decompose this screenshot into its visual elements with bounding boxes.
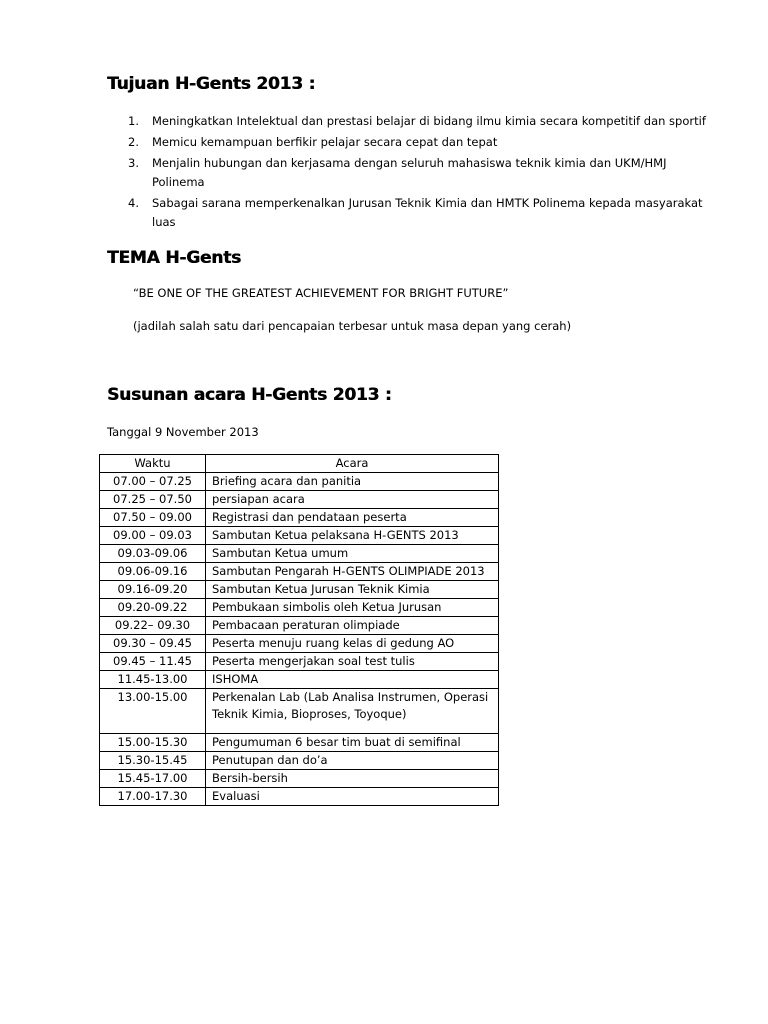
event-cell: persiapan acara <box>206 491 499 509</box>
time-cell: 09.45 – 11.45 <box>100 653 206 671</box>
time-cell: 09.06-09.16 <box>100 563 206 581</box>
time-cell: 15.00-15.30 <box>100 734 206 752</box>
objectives-heading: Tujuan H-Gents 2013 : <box>107 74 316 94</box>
objective-item <box>128 194 708 232</box>
objective-text: Menjalin hubungan dan kerjasama dengan seluruh mahasiswa teknik kimia dan UKM/HMJ Polinema <box>152 156 667 189</box>
table-row <box>100 617 499 635</box>
column-header-event: Acara <box>206 455 499 473</box>
table-row <box>100 752 499 770</box>
theme-translation: (jadilah salah satu dari pencapaian terbesar untuk masa depan yang cerah) <box>133 319 572 333</box>
theme-heading: TEMA H-Gents <box>107 248 241 268</box>
time-cell: 09.22– 09.30 <box>100 617 206 635</box>
schedule-table <box>99 454 499 806</box>
objective-text: Sabagai sarana memperkenalkan Jurusan Teknik Kimia dan HMTK Polinema kepada masyarakat luas <box>152 196 703 229</box>
time-cell: 09.00 – 09.03 <box>100 527 206 545</box>
schedule-heading: Susunan acara H-Gents 2013 : <box>107 385 392 405</box>
table-row <box>100 491 499 509</box>
table-row <box>100 527 499 545</box>
event-cell: Penutupan dan do’a <box>206 752 499 770</box>
event-cell: Briefing acara dan panitia <box>206 473 499 491</box>
event-cell: Pembacaan peraturan olimpiade <box>206 617 499 635</box>
time-cell: 15.45-17.00 <box>100 770 206 788</box>
event-cell: Peserta mengerjakan soal test tulis <box>206 653 499 671</box>
schedule-header-row <box>100 455 499 473</box>
table-row <box>100 770 499 788</box>
table-row <box>100 788 499 806</box>
time-cell: 07.25 – 07.50 <box>100 491 206 509</box>
table-row <box>100 545 499 563</box>
objective-number: 1. <box>128 114 139 128</box>
event-cell: Registrasi dan pendataan peserta <box>206 509 499 527</box>
time-cell: 15.30-15.45 <box>100 752 206 770</box>
event-cell: Bersih-bersih <box>206 770 499 788</box>
objective-number: 3. <box>128 156 139 170</box>
table-row <box>100 581 499 599</box>
objective-text: Meningkatkan Intelektual dan prestasi belajar di bidang ilmu kimia secara kompetitif dan sportif <box>152 114 706 128</box>
objective-item <box>128 133 708 152</box>
objective-item <box>128 112 708 131</box>
event-cell: Sambutan Ketua umum <box>206 545 499 563</box>
objective-number: 4. <box>128 196 139 210</box>
event-cell: ISHOMA <box>206 671 499 689</box>
table-row <box>100 653 499 671</box>
time-cell: 09.30 – 09.45 <box>100 635 206 653</box>
table-row <box>100 563 499 581</box>
time-cell: 17.00-17.30 <box>100 788 206 806</box>
objectives-list <box>128 112 708 234</box>
table-row <box>100 689 499 734</box>
event-cell: Sambutan Ketua pelaksana H-GENTS 2013 <box>206 527 499 545</box>
time-cell: 07.00 – 07.25 <box>100 473 206 491</box>
schedule-table-body <box>100 473 499 806</box>
event-cell: Pengumuman 6 besar tim buat di semifinal <box>206 734 499 752</box>
schedule-date: Tanggal 9 November 2013 <box>107 425 259 439</box>
table-row <box>100 473 499 491</box>
event-cell: Evaluasi <box>206 788 499 806</box>
table-row <box>100 599 499 617</box>
event-cell: Peserta menuju ruang kelas di gedung AO <box>206 635 499 653</box>
time-cell: 09.20-09.22 <box>100 599 206 617</box>
column-header-time: Waktu <box>100 455 206 473</box>
table-row <box>100 671 499 689</box>
objective-item <box>128 154 708 192</box>
time-cell: 09.03-09.06 <box>100 545 206 563</box>
time-cell: 09.16-09.20 <box>100 581 206 599</box>
event-cell: Sambutan Pengarah H-GENTS OLIMPIADE 2013 <box>206 563 499 581</box>
table-row <box>100 635 499 653</box>
event-cell: Sambutan Ketua Jurusan Teknik Kimia <box>206 581 499 599</box>
objective-text: Memicu kemampuan berfikir pelajar secara cepat dan tepat <box>152 135 498 149</box>
theme-quote: “BE ONE OF THE GREATEST ACHIEVEMENT FOR BRIGHT FUTURE” <box>133 286 509 300</box>
time-cell: 13.00-15.00 <box>100 689 206 734</box>
time-cell: 11.45-13.00 <box>100 671 206 689</box>
time-cell: 07.50 – 09.00 <box>100 509 206 527</box>
event-cell: Perkenalan Lab (Lab Analisa Instrumen, Operasi Teknik Kimia, Bioproses, Toyoque) <box>206 689 499 734</box>
objective-number: 2. <box>128 135 139 149</box>
event-cell: Pembukaan simbolis oleh Ketua Jurusan <box>206 599 499 617</box>
table-row <box>100 734 499 752</box>
table-row <box>100 509 499 527</box>
